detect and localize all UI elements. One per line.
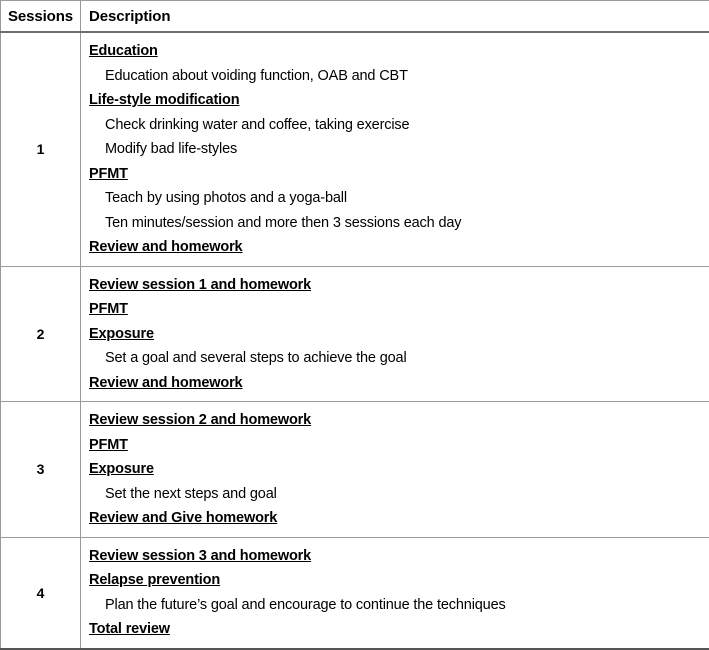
description-detail: Ten minutes/session and more then 3 sessions each day bbox=[89, 211, 703, 236]
column-header-sessions: Sessions bbox=[1, 1, 81, 33]
description-heading: Total review bbox=[89, 617, 703, 642]
description-heading: PFMT bbox=[89, 297, 703, 322]
table-row bbox=[1, 402, 709, 538]
description-lines bbox=[89, 273, 703, 396]
column-header-description: Description bbox=[81, 1, 709, 33]
session-description-cell bbox=[81, 266, 709, 402]
description-heading: Review and homework bbox=[89, 371, 703, 396]
description-detail: Plan the future’s goal and encourage to continue the techniques bbox=[89, 593, 703, 618]
session-description-cell bbox=[81, 402, 709, 538]
table-row bbox=[1, 537, 709, 649]
description-detail: Education about voiding function, OAB and CBT bbox=[89, 64, 703, 89]
description-heading: Review session 2 and homework bbox=[89, 408, 703, 433]
table-header-row bbox=[1, 1, 709, 33]
description-heading: PFMT bbox=[89, 433, 703, 458]
description-detail: Set the next steps and goal bbox=[89, 482, 703, 507]
description-detail: Check drinking water and coffee, taking exercise bbox=[89, 113, 703, 138]
table-header bbox=[1, 1, 709, 33]
description-detail: Set a goal and several steps to achieve the goal bbox=[89, 346, 703, 371]
description-heading: Relapse prevention bbox=[89, 568, 703, 593]
description-heading: Review and homework bbox=[89, 235, 703, 260]
session-description-cell bbox=[81, 537, 709, 649]
description-heading: Exposure bbox=[89, 322, 703, 347]
table-body bbox=[1, 32, 709, 649]
session-number-cell: 2 bbox=[1, 266, 81, 402]
description-heading: Review session 3 and homework bbox=[89, 544, 703, 569]
description-heading: Exposure bbox=[89, 457, 703, 482]
table-row bbox=[1, 32, 709, 266]
description-detail: Teach by using photos and a yoga-ball bbox=[89, 186, 703, 211]
description-lines bbox=[89, 408, 703, 531]
description-lines bbox=[89, 544, 703, 642]
description-heading: PFMT bbox=[89, 162, 703, 187]
description-detail: Modify bad life-styles bbox=[89, 137, 703, 162]
description-heading: Review and Give homework bbox=[89, 506, 703, 531]
session-number-cell: 3 bbox=[1, 402, 81, 538]
description-lines bbox=[89, 39, 703, 260]
description-heading: Life-style modification bbox=[89, 88, 703, 113]
session-number-cell: 1 bbox=[1, 32, 81, 266]
description-heading: Education bbox=[89, 39, 703, 64]
session-description-cell bbox=[81, 32, 709, 266]
description-heading: Review session 1 and homework bbox=[89, 273, 703, 298]
table-row bbox=[1, 266, 709, 402]
session-number-cell: 4 bbox=[1, 537, 81, 649]
